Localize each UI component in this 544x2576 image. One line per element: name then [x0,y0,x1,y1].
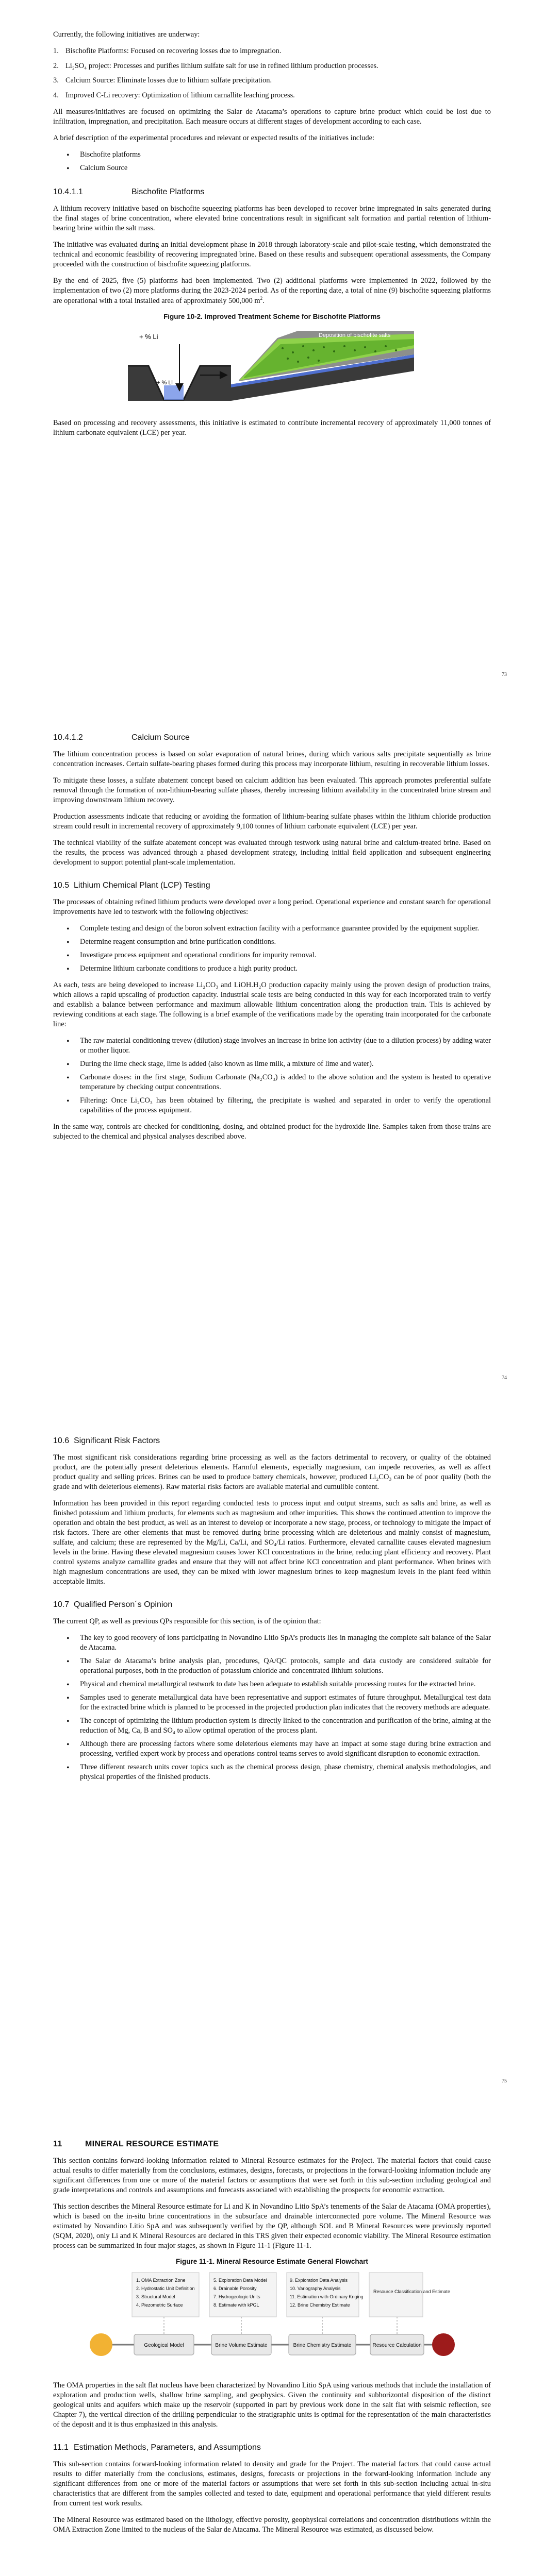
flow-stage: Resource Calculation [372,2343,422,2349]
flow-detail: 2. Hydrostatic Unit Definition [136,2286,195,2292]
flow-detail: 12. Brine Chemistry Estimate [289,2302,350,2308]
list-item: • Physical and chemical metallurgical testwork to date has been adequate to establish suitable processing routes for the extracted brine. [53,1680,491,1689]
paragraph: The lithium concentration process is based on solar evaporation of natural brines, during which various salts precipitate sequentially as brine concentration increases. Certain sulfate-bearing phases formed during this process may incorporate lithium, resulting in recoverable lithium losses. [53,750,491,769]
paragraph: In the same way, controls are checked for conditioning, dosing, and obtained product for the hydroxide line. Samples taken from those trains are subjected to the chemical and physical analyses described above. [53,1123,491,1141]
flow-detail: 8. Estimate with kPGL [213,2302,259,2308]
list-item: • The key to good recovery of ions participating in Novandino Litio SpA’s products lies in managing the complete salt balance of the Salar de Atacama. [53,1633,491,1653]
paragraph: The technical viability of the sulfate abatement concept was evaluated through testwork using natural brine and calcium-treated brine. Based on the results, the process was advanced through a phased development strategy, including initial field application and subsequent engineering development to support potential plant-scale implementation. [53,839,491,867]
flow-start-node [90,2333,112,2356]
list-item: 2. Li₂SO₄ project: Processes and purifies lithium sulfate salt for use in refined lithium production processes. [53,61,378,70]
paragraph: The current QP, as well as previous QPs responsible for this section, is of the opinion that: [53,1617,321,1626]
flow-stage: Geological Model [143,2343,184,2349]
paragraph: Information has been provided in this report regarding conducted tests to process input and output streams, such as salts and brine, as well as finished potassium and lithium products, for elements such as magnesium and other impurities. This shows the continued attention to improve the operation and obtain the best product, as well as an interest to develop or incorporate a new stage, process, or technology to mitigate the impact of risk factors. There are other elements that must be removed during brine processing which are deleterious and mainly consist of magnesium, sulfate, and calcium; these are represented by the Mg/Li, Ca/Li, and SO₄/Li ratios. Furthermore, elevated carnallite causes elevated magnesium levels in the brine. Having these elevated magnesium causes lower KCl concentrations in the brine, reducing plant efficiency and recovery. Plant control systems analyze carnallite grades and ensure that they will not affect brine KCl concentration and plant performance. When brines with high magnesium concentrations are used, they can be mixed with lower magnesium brines to keep magnesium levels in the plant feed within acceptable limits. [53,1499,491,1586]
paragraph: The initiative was evaluated during an initial development phase in 2018 through laboratory-scale and pilot-scale testing, which demonstrated the technical and economic feasibility of recovering impregnated brine. Based on these results and subsequent operational assessments, the Company proceeded with the construction of bischofite squeezing platforms. [53,241,491,269]
paragraph: The processes of obtaining refined lithium products were developed over a long period. Operational experience and constant search for operational improvements have led to testwork with the following objectives: [53,898,491,917]
label-deposition: Deposition of bischofite salts [318,332,390,338]
paragraph: To mitigate these losses, a sulfate abatement concept based on calcium addition has been evaluated. This approach promotes preferential sulfate removal through the formation of non-lithium-bearing sulfate phases, thereby increasing lithium availability in the concentrated brine stream and improving downstream lithium recovery. [53,776,491,805]
paragraph: A brief description of the experimental procedures and relevant or expected results of the initiatives include: [53,133,374,142]
flow-detail: 11. Estimation with Ordinary Kriging [289,2294,363,2300]
paragraph: Based on processing and recovery assessments, this initiative is estimated to contribute incremental recovery of approximately 11,000 tonnes of lithium carbonate equivalent (LCE) per year. [53,418,491,437]
flow-detail: 7. Hydrogeologic Units [213,2294,260,2300]
page-76 [0,2110,544,2576]
paragraph: As each, tests are being developed to increase Li₂CO₃ and LiOH.H₂O production capacity mainly using the proven design of production trains, which allows a rapid upscaling of production capacity. Industrial scale tests are being conducted in this way for each incorporated train to verify and establish a balance between performance and maximum allowable lithium concentration along the production train. This is achieved by reviewing conditions at each stage. The following is a brief example of the verifications made by the operating train incorporated for the carbonate line: [53,981,491,1029]
flow-detail: 5. Exploration Data Model [213,2278,267,2283]
flow-detail: 1. OMA Extraction Zone [136,2278,186,2283]
list-item: 3. Calcium Source: Eliminate losses due to lithium sulfate precipitation. [53,76,272,85]
page-number: 74 [502,1375,507,1381]
list-item: • Three different research units cover topics such as the chemical process design, phase chemistry, chemical analysis methodologies, and physical properties of the finished products. [53,1762,491,1782]
paragraph: Production assessments indicate that reducing or avoiding the formation of lithium-bearing sulfate phases within the lithium chloride production stream could result in incremental recovery of approximately 9,100 tonnes of lithium carbonate equivalent (LCE) per year. [53,812,491,831]
chapter-heading: 11 MINERAL RESOURCE ESTIMATE [53,2140,219,2148]
bischofite-platform-diagram [128,324,417,411]
intro-text: Currently, the following initiatives are underway: [53,30,200,39]
list-item: • Determine lithium carbonate conditions to produce a high purity product. [53,964,491,974]
paragraph: All measures/initiatives are focused on optimizing the Salar de Atacama’s operations to capture brine product which could be lost due to infiltration, impregnation, and precipitation. Each measure occurs at different stages of development according to each case. [53,107,491,126]
paragraph: The OMA properties in the salt flat nucleus have been characterized by Novandino Litio SpA using various methods that include the installation of exploration and production wells, shallow brine sampling, and geophysics. Given the continuity and subhorizontal disposition of the distinct geological units and aquifers which make up the reservoir (supported in part by previous work done in the salt flat with seismic reflection, see Chapter 7), the vertical direction of the drilling perpendicular to the stratigraphic units is optimal for the representation of the main characteristics of the deposit and it is thus emphasized in this analysis. [53,2381,491,2429]
list-item: • Although there are processing factors where some deleterious elements may have an impact at some stage during brine extraction and processing, verified expert work by process and operations control teams serves to avoid significant disruption to economic extraction. [53,1739,491,1759]
page-number: 75 [502,2078,507,2084]
flow-detail: Resource Classification and Estimate [373,2289,450,2295]
resource-flowchart [76,2268,468,2371]
section-heading: 11.1 Estimation Methods, Parameters, and Assumptions [53,2443,261,2452]
list-item: • During the lime check stage, lime is added (also known as lime milk, a mixture of lime and water). [53,1059,491,1069]
list-item: • Carbonate doses: in the first stage, Sodium Carbonate (Na₂CO₃) is added to the above solution and the system is heated to operative temperature by checking output concentrations. [53,1073,491,1092]
flow-detail: 4. Piezometric Surface [136,2302,183,2308]
list-item: • Investigate process equipment and operational conditions for impurity removal. [53,951,491,960]
list-item: • Samples used to generate metallurgical data have been representative and support estimates of future throughput. Metallurgical test data for the extracted brine which is planned to be processed in the projected production plan indicates that the recovery methods are adequate. [53,1693,491,1713]
page-74 [0,703,544,1406]
section-heading: 10.7 Qualified Person´s Opinion [53,1600,173,1609]
list-item: • Filtering: Once Li₂CO₃ has been obtained by filtering, the precipitate is washed and separated in order to verify the operational capabilities of the process equipment. [53,1096,491,1115]
bullet-list [53,1036,491,1115]
paragraph: The most significant risk considerations regarding brine processing as well as the factors detrimental to recovery, or quality of the obtained product, are the potentially present deleterious elements. Harmful elements, especially magnesium, can impede recoveries, as well as affect product quality and selling prices. Brines can be used to produce battery chemicals, however, produced Li₂CO₃ can be of poor quality (both the grade and with deleterious elements). Raw material risks factors are available material and cumulible content. [53,1453,491,1492]
list-item: • Complete testing and design of the boron solvent extraction facility with a performance guarantee provided by the equipment supplier. [53,924,491,934]
list-item: 4. Improved C-Li recovery: Optimization of lithium carnallite leaching process. [53,91,295,100]
paragraph: By the end of 2025, five (5) platforms had been implemented. Two (2) additional platforms were implemented in 2022, followed by the implementation of two (2) more platforms during the 2023-2024 period. As of the reporting date, a total of nine (9) bischofite squeezing platforms are operational with a total installed area of approximately 500,000 $m^2$. [53,277,491,305]
label-li-mid: + % Li [156,379,173,386]
paragraph: This section describes the Mineral Resource estimate for Li and K in Novandino Litio SpA’s tenements of the Salar de Atacama (OMA properties), which is based on the in-situ brine concentrations in the subsurface and drainable interconnected pore volume. The Mineral Resource was estimated by Novandino Litio SpA and was subsequently verified by the QP, although SOL and B Mineral Resources were previously reported (SQM, 2020), only Li and K Mineral Resources are declared in this TRS given their expected economic viability. The Mineral Resource estimation process can be summarized in four major stages, as shown in Figure 11-1 (Figure 11-1. [53,2202,491,2250]
list-item: • Calcium Source [53,163,491,173]
bullet-list [53,924,491,974]
flow-detail: 9. Exploration Data Analysis [289,2278,348,2283]
figure-caption: Figure 11-1. Mineral Resource Estimate General Flowchart [176,2258,368,2266]
section-heading: 10.6 Significant Risk Factors [53,1436,160,1445]
list-item: • Bischofite platforms [53,150,491,160]
list-item: • The raw material conditioning trevew (dilution) stage involves an increase in brine ion activity (due to a dilution process) by adding water or mother liquor. [53,1036,491,1056]
paragraph: A lithium recovery initiative based on bischofite squeezing platforms has been developed to recover brine impregnated in salts generated during the final stages of brine concentration, where elevated brine concentrations result in significant salt formation and partial retention of lithium-bearing brine within the salt mass. [53,204,491,232]
paragraph: This section contains forward-looking information related to Mineral Resource estimates for the Project. The material factors that could cause actual results to differ materially from the conclusions, estimates, designs, forecasts, or projections in the forward-looking information include any significant differences from one or more of the material factors or assumptions that were set forth in this sub-section including geological and grade interpretations and controls and assumptions and forecasts associated with establishing the prospects for economic extraction. [53,2157,491,2195]
page-73 [0,0,544,703]
flow-end-node [432,2333,455,2356]
page-75 [0,1406,544,2110]
figure-caption: Figure 10-2. Improved Treatment Scheme for Bischofite Platforms [163,312,381,320]
bullet-list [53,1633,491,1782]
section-heading: 10.4.1.2 Calcium Source [53,733,190,742]
flow-detail: 3. Structural Model [136,2294,175,2300]
section-heading: 10.4.1.1 Bischofite Platforms [53,187,205,196]
paragraph: The Mineral Resource was estimated based on the lithology, effective porosity, geophysical correlations and concentration distributions within the OMA Extraction Zone limited to the nucleus of the Salar de Atacama. The Mineral Resource was estimated, as discussed below. [53,2516,491,2534]
flow-detail: 10. Variography Analysis [289,2286,340,2292]
bullet-list [53,150,491,173]
list-item: • Determine reagent consumption and brine purification conditions. [53,937,491,947]
label-li-top: + % Li [139,332,158,341]
paragraph: This sub-section contains forward-looking information related to density and grade for the Project. The material factors that could cause actual results to differ materially from the conclusions, estimates, designs, forecasts or projections in the forward-looking information include any significant differences from one or more of the material factors or assumptions that were set forth in this sub-section including actual in-situ characteristics that are different from the samples collected and tested to date, equipment and operational performance that yield different results from current test work results. [53,2460,491,2508]
list-item: • The Salar de Atacama’s brine analysis plan, procedures, QA/QC protocols, sample and data custody are considered suitable for operational purposes, both in the production of potassium chloride and concentrated lithium solutions. [53,1656,491,1676]
list-item: 1. Bischofite Platforms: Focused on recovering losses due to impregnation. [53,47,282,56]
initiatives-list [53,46,491,100]
section-heading: 10.5 Lithium Chemical Plant (LCP) Testing [53,881,210,890]
flow-stage: Brine Volume Estimate [215,2343,268,2349]
page-number: 73 [502,672,507,677]
flow-detail: 6. Drainable Porosity [213,2286,257,2292]
list-item: • The concept of optimizing the lithium production system is directly linked to the concentration and purification of the brine, aiming at the reduction of Mg, Ca, B and SO₄ to allow optimal operation of the process plant. [53,1716,491,1736]
flow-stage: Brine Chemistry Estimate [293,2343,351,2349]
